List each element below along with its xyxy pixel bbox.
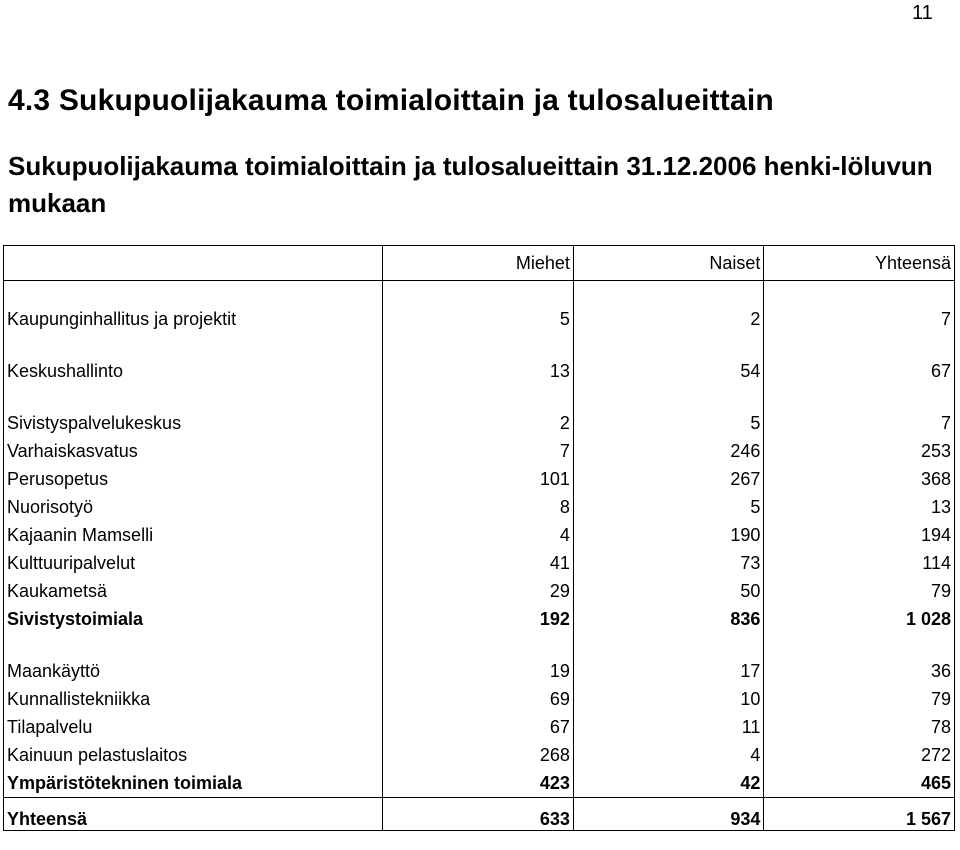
table-row xyxy=(4,549,955,577)
table-row xyxy=(4,305,955,333)
table-row xyxy=(4,713,955,741)
grand-total-row xyxy=(4,798,955,831)
row-naiset: 54 xyxy=(573,357,763,385)
row-naiset: 934 xyxy=(573,798,763,831)
row-name: Perusopetus xyxy=(7,468,109,489)
row-naiset: 11 xyxy=(573,713,763,741)
row-naiset: 17 xyxy=(573,657,763,685)
row-naiset: 5 xyxy=(573,409,763,437)
row-name: Kaukametsä xyxy=(7,580,108,601)
table-row xyxy=(4,493,955,521)
table-row xyxy=(4,521,955,549)
row-name: Tilapalvelu xyxy=(7,716,93,737)
row-yhteensa: 7 xyxy=(764,305,955,333)
row-name: Nuorisotyö xyxy=(7,496,94,517)
table-caption-text: Sukupuolijakauma toimialoittain ja tulosalueittain 31.12.2006 henki-löluvun mukaan xyxy=(8,151,933,218)
table-row xyxy=(4,437,955,465)
spacer-cell xyxy=(4,281,383,306)
table-row xyxy=(4,409,955,437)
table-row xyxy=(4,357,955,385)
row-miehet: 7 xyxy=(383,437,573,465)
row-miehet: 4 xyxy=(383,521,573,549)
row-yhteensa: 79 xyxy=(764,577,955,605)
table-header-row xyxy=(4,246,955,281)
row-name: Kainuun pelastuslaitos xyxy=(7,744,188,765)
header-miehet: Miehet xyxy=(383,246,573,281)
header-naiset: Naiset xyxy=(573,246,763,281)
row-miehet: 29 xyxy=(383,577,573,605)
header-empty-cell xyxy=(4,246,383,281)
row-miehet: 69 xyxy=(383,685,573,713)
row-name: Yhteensä xyxy=(4,798,383,831)
row-miehet: 13 xyxy=(383,357,573,385)
row-naiset: 10 xyxy=(573,685,763,713)
row-yhteensa: 368 xyxy=(764,465,955,493)
gender-distribution-table xyxy=(3,245,955,831)
row-yhteensa: 465 xyxy=(764,769,955,798)
row-miehet: 268 xyxy=(383,741,573,769)
row-yhteensa: 7 xyxy=(764,409,955,437)
row-naiset: 50 xyxy=(573,577,763,605)
row-miehet: 67 xyxy=(383,713,573,741)
row-miehet: 192 xyxy=(383,605,573,633)
row-name: Kunnallistekniikka xyxy=(7,688,151,709)
row-miehet: 41 xyxy=(383,549,573,577)
row-miehet: 423 xyxy=(383,769,573,798)
row-name: Maankäyttö xyxy=(7,660,101,681)
row-naiset: 190 xyxy=(573,521,763,549)
row-naiset: 2 xyxy=(573,305,763,333)
row-name: Varhaiskasvatus xyxy=(7,440,138,461)
row-naiset: 5 xyxy=(573,493,763,521)
row-yhteensa: 78 xyxy=(764,713,955,741)
table-row xyxy=(4,465,955,493)
row-naiset: 267 xyxy=(573,465,763,493)
row-naiset: 42 xyxy=(573,769,763,798)
row-name: Ympäristötekninen toimiala xyxy=(7,772,243,793)
row-miehet: 2 xyxy=(383,409,573,437)
row-miehet: 101 xyxy=(383,465,573,493)
row-naiset: 4 xyxy=(573,741,763,769)
row-yhteensa: 272 xyxy=(764,741,955,769)
row-name: Sivistyspalvelukeskus xyxy=(7,412,182,433)
row-name: Kajaanin Mamselli xyxy=(7,524,154,545)
row-name: Sivistystoimiala xyxy=(7,608,144,629)
subtotal-row xyxy=(4,605,955,633)
row-yhteensa: 1 028 xyxy=(764,605,955,633)
row-naiset: 73 xyxy=(573,549,763,577)
table-row xyxy=(4,657,955,685)
subtotal-row xyxy=(4,769,955,798)
table-row xyxy=(4,577,955,605)
row-miehet: 633 xyxy=(383,798,573,831)
row-yhteensa: 114 xyxy=(764,549,955,577)
row-naiset: 836 xyxy=(573,605,763,633)
page-number: 11 xyxy=(912,2,933,24)
table-row xyxy=(4,741,955,769)
spacer-cell xyxy=(4,633,383,657)
table-caption xyxy=(8,148,953,222)
row-yhteensa: 194 xyxy=(764,521,955,549)
header-yhteensa: Yhteensä xyxy=(764,246,955,281)
section-heading: 4.3 Sukupuolijakauma toimialoittain ja tulosalueittain xyxy=(8,84,774,117)
row-miehet: 19 xyxy=(383,657,573,685)
table-row xyxy=(4,685,955,713)
row-name: Kulttuuripalvelut xyxy=(7,552,136,573)
row-yhteensa: 67 xyxy=(764,357,955,385)
row-miehet: 5 xyxy=(383,305,573,333)
row-name: Keskushallinto xyxy=(7,360,124,381)
row-naiset: 246 xyxy=(573,437,763,465)
row-yhteensa: 79 xyxy=(764,685,955,713)
spacer-cell xyxy=(4,333,383,357)
row-yhteensa: 13 xyxy=(764,493,955,521)
row-name: Kaupunginhallitus ja projektit xyxy=(7,308,237,329)
row-miehet: 8 xyxy=(383,493,573,521)
row-yhteensa: 1 567 xyxy=(764,798,955,831)
row-yhteensa: 253 xyxy=(764,437,955,465)
spacer-cell xyxy=(4,385,383,409)
row-yhteensa: 36 xyxy=(764,657,955,685)
